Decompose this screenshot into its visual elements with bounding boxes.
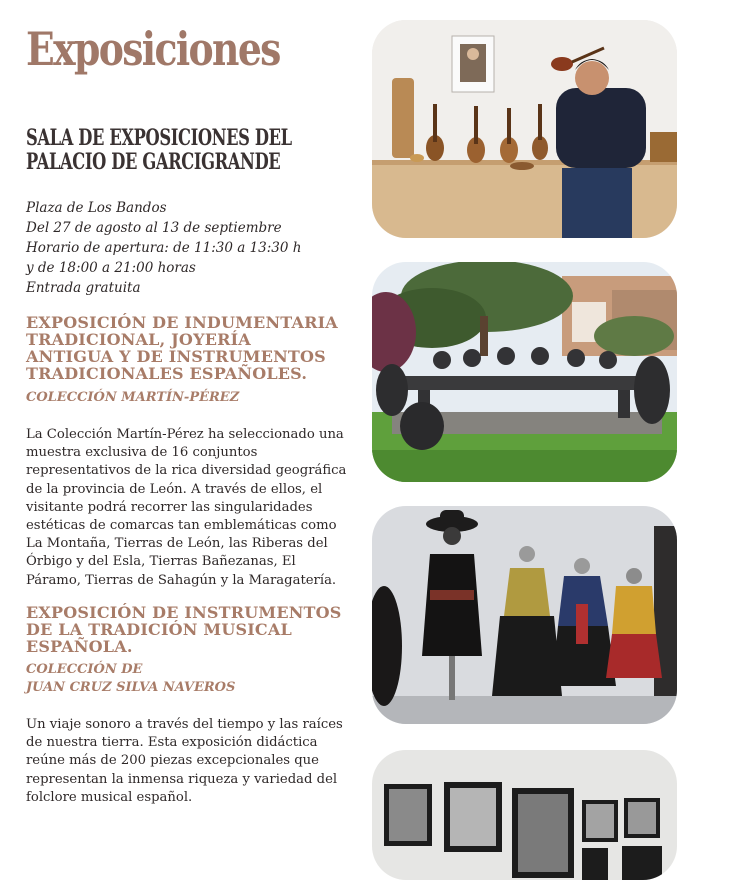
venue-address: Plaza de Los Bandos <box>26 200 167 216</box>
exhibition-2-title: EXPOSICIÓN DE INSTRUMENTOS DE LA TRADICIÓN MUSICAL ESPAÑOLA. <box>26 603 342 656</box>
exhibition-2-description: Un viaje sonoro a través del tiempo y las raíces de nuestra tierra. Esta exposición didáctica reúne más de 200 piezas excepcionales que representan la inmensa riqueza y variedad del folclore musical español. <box>26 717 343 805</box>
page-title: Exposiciones <box>26 22 280 76</box>
venue-hours-afternoon: y de 18:00 a 21:00 horas <box>26 260 196 276</box>
instruments-exhibition-photo <box>372 20 677 238</box>
bronze-sculpture-garden-photo <box>372 262 677 482</box>
venue-admission: Entrada gratuita <box>26 280 141 296</box>
exhibition-1-description: La Colección Martín-Pérez ha seleccionado una muestra exclusiva de 16 conjuntos representativos de la rica diversidad geográfica de la provincia de León. A través de ellos, el visitante podrá recorrer las singularidades estéticas de comarcas tan emblemáticas como La Montaña, Tierras de León, las Riberas del Órbigo y del Esla, Tierras Bañezanas, El Páramo, Tierras de Sahagún y la Maragatería. <box>26 427 347 588</box>
exhibition-1-title: EXPOSICIÓN DE INDUMENTARIA TRADICIONAL, JOYERÍA ANTIGUA Y DE INSTRUMENTOS TRADICIONALES ESPAÑOLES. <box>26 313 338 383</box>
venue-info <box>26 198 346 298</box>
exhibition-2-collection: COLECCIÓN DE JUAN CRUZ SILVA NAVEROS <box>26 662 236 695</box>
framed-photographs-gallery-photo <box>372 750 677 880</box>
traditional-costumes-photo <box>372 506 677 724</box>
venue-dates: Del 27 de agosto al 13 de septiembre <box>26 220 282 236</box>
exhibition-1-collection: COLECCIÓN MARTÍN-PÉREZ <box>26 390 240 405</box>
venue-title: SALA DE EXPOSICIONES DEL PALACIO DE GARCIGRANDE <box>26 125 292 175</box>
venue-hours-morning: Horario de apertura: de 11:30 a 13:30 h <box>26 240 302 256</box>
